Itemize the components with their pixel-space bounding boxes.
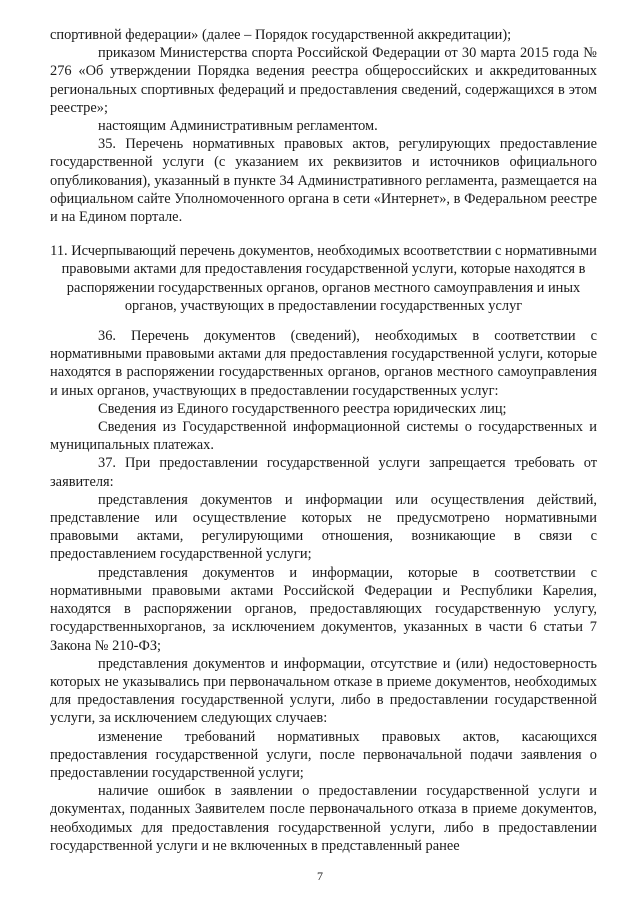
paragraph: изменение требований нормативных правовых актов, касающихся предоставления государственной услуги, после первоначальной подачи заявления о предоставлении государственной услуги; — [50, 728, 597, 781]
paragraph: 36. Перечень документов (сведений), необходимых в соответствии с нормативными правовыми актами для предоставления государственной услуги, которые находятся в распоряжении государственных органов, органов местного самоуправления и иных органов, участвующих в предоставлении государственных услуг: — [50, 328, 597, 399]
document-page — [50, 26, 597, 855]
paragraph: представления документов и информации, которые в соответствии с нормативными правовыми актами Российской Федерации и Республики Карелия, находятся в распоряжении органов, предоставляющих государственную услугу, государственныхорганов, за исключением документов, указанных в части 6 статьи 7 Закона № 210-ФЗ; — [50, 564, 597, 654]
paragraph: Сведения из Единого государственного реестра юридических лиц; — [98, 400, 507, 417]
paragraph: настоящим Административным регламентом. — [98, 118, 378, 135]
paragraph: 35. Перечень нормативных правовых актов, регулирующих предоставление государственной услуги (с указанием их реквизитов и источников официального опубликования), указанный в пункте 34 Административного регламента, размещается на официальном сайте Уполномоченного органа в сети «Интернет», в Федеральном реестре и на Едином портале. — [50, 136, 597, 226]
paragraph: приказом Министерства спорта Российской Федерации от 30 марта 2015 года № 276 «Об утверждении Порядка ведения реестра общероссийских и аккредитованных региональных спортивных федераций и предоставления сведений, содержащихся в этом реестре»; — [50, 45, 597, 116]
body-text-bottom — [50, 327, 597, 855]
body-text-top — [50, 26, 597, 226]
paragraph: представления документов и информации, отсутствие и (или) недостоверность которых не указывались при первоначальном отказе в приеме документов, необходимых для предоставления государственной услуги, либо в предоставлении государственной услуги, за исключением следующих случаев: — [50, 655, 597, 727]
paragraph: Сведения из Государственной информационной системы о государственных и муниципальных платежах. — [50, 419, 597, 454]
section-heading: 11. Исчерпывающий перечень документов, необходимых всоответствии с нормативными правовыми актами для предоставления государственной услуги, которые находятся в распоряжении государственных органов, органов местного самоуправления и иных органов, участвующих в предоставлении государственных услуг — [50, 243, 597, 314]
paragraph: 37. При предоставлении государственной услуги запрещается требовать от заявителя: — [50, 455, 597, 490]
page-number: 7 — [317, 869, 323, 883]
paragraph: наличие ошибок в заявлении о предоставлении государственной услуги и документах, поданных Заявителем после первоначального отказа в приеме документов, необходимых для предоставления государственной услуги, либо в предоставлении государственной услуги и не включенных в представленный ранее — [50, 783, 597, 854]
paragraph: представления документов и информации или осуществления действий, представление или осуществление которых не предусмотрено нормативными правовыми актами, регулирующими отношения, возникающие в связи с предоставлением государственной услуги; — [50, 491, 597, 563]
paragraph: спортивной федерации» (далее – Порядок государственной аккредитации); — [50, 27, 512, 43]
